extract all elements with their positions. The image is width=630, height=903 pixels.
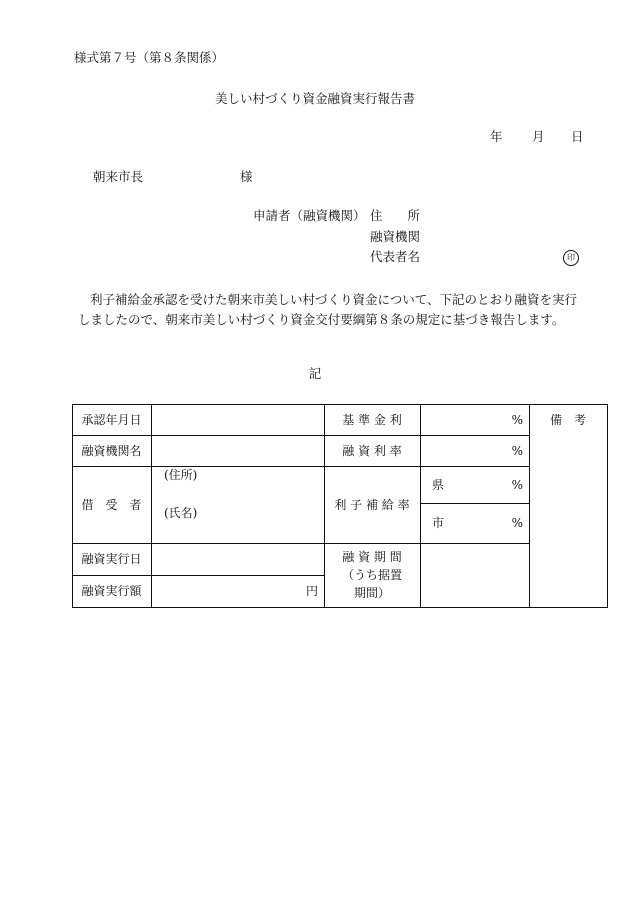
remarks-label: 備 考: [549, 412, 586, 427]
deferment-text-1: （うち据置: [341, 568, 402, 582]
approval-date-label: 承認年月日: [81, 412, 142, 427]
loan-period-label: [324, 543, 420, 607]
record-mark: 記: [308, 366, 322, 381]
loan-period-text: 融 資 期 間: [342, 550, 402, 564]
yen-unit: 円: [305, 584, 318, 598]
city-label: 市: [432, 516, 445, 530]
city-rate-unit: %: [511, 516, 523, 530]
loan-rate-unit: %: [511, 443, 523, 458]
date-year-label: 年: [490, 129, 503, 144]
institution-name-label: 融資機関名: [81, 443, 142, 458]
seal-icon: 印: [563, 250, 579, 266]
loan-report-table: [72, 404, 608, 608]
loan-rate-label: 融 資 利 率: [342, 443, 402, 458]
execution-date-label: 融資実行日: [81, 552, 142, 566]
applicant-address-label: 住 所: [370, 208, 421, 223]
subsidy-rate-label: 利 子 補 給 率: [334, 497, 410, 512]
date-month-label: 月: [532, 129, 545, 144]
base-rate-label: 基 準 金 利: [342, 412, 402, 427]
borrower-label: 借 受 者: [81, 497, 142, 512]
addressee-honorific: 様: [240, 169, 253, 184]
applicant-institution-label: 融資機関: [370, 229, 421, 244]
table-line: [607, 404, 608, 608]
applicant-representative-label: 代表者名: [370, 249, 421, 264]
deferment-text-2: 期間）: [353, 586, 390, 600]
borrower-address-label: (住所): [164, 468, 198, 482]
form-number: 様式第７号（第８条関係）: [74, 50, 225, 65]
addressee-name: 朝来市長: [93, 169, 144, 184]
body-paragraph: 利子補給金承認を受けた朝来市美しい村づくり資金について、下記のとおり融資を実行しましたので、朝来市美しい村づくり資金交付要綱第８条の規定に基づき報告します。: [78, 292, 578, 327]
table-line: [72, 607, 608, 608]
date-day-label: 日: [571, 129, 584, 144]
prefecture-label: 県: [432, 477, 445, 492]
base-rate-unit: %: [511, 412, 523, 427]
document-title: 美しい村づくり資金融資実行報告書: [214, 91, 415, 106]
applicant-label: 申請者（融資機関）: [253, 208, 366, 223]
prefecture-rate-unit: %: [511, 477, 523, 492]
borrower-name-label: (氏名): [164, 506, 198, 520]
execution-amount-label: 融資実行額: [81, 584, 142, 598]
